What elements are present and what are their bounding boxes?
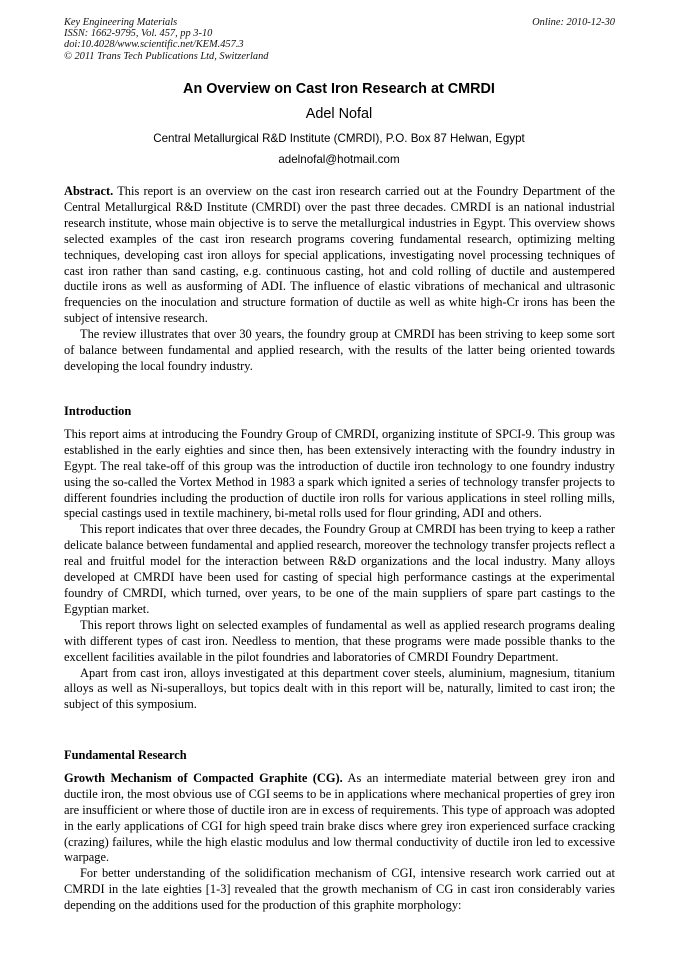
introduction-section — [64, 404, 615, 713]
introduction-paragraph-4: Apart from cast iron, alloys investigated at this department cover steels, aluminium, magnesium, titanium alloys as well as Ni-superalloys, but topics dealt with in this report will be, naturally, limited to cast iron; the subject of this symposium. — [64, 665, 615, 712]
author-name: Adel Nofal — [305, 106, 373, 122]
introduction-paragraph-2: This report indicates that over three decades, the Foundry Group at CMRDI has been trying to keep a rather delicate balance between fundamental and applied research, moreover the technology transfer projects reflect a real and fruitful model for the interaction between R&D organizations and the local industry. Many alloys developed at CMRDI have been used for casting of special high performance castings at the experimental foundry of CMRDI, which turned, over years, to be one of the main suppliers of spare part castings to the Egyptian market. — [64, 522, 615, 616]
doi: doi:10.4028/www.scientific.net/KEM.457.3 — [64, 39, 244, 51]
journal-name: Key Engineering Materials — [64, 17, 178, 28]
abstract-paragraph-2: The review illustrates that over 30 years, the foundry group at CMRDI has been striving to keep some sort of balance between fundamental and applied research, with the results of the latter being oriented towards developing the local foundry industry. — [64, 327, 615, 373]
author-email: adelnofal@hotmail.com — [278, 153, 400, 166]
affiliation: Central Metallurgical R&D Institute (CMRDI), P.O. Box 87 Helwan, Egypt — [153, 132, 525, 145]
abstract-section — [64, 184, 615, 375]
abstract-label: Abstract. — [64, 184, 114, 198]
section-heading-fundamental: Fundamental Research — [64, 748, 187, 762]
fundamental-paragraph-1 — [64, 771, 615, 866]
issn-volume: ISSN: 1662-9795, Vol. 457, pp 3-10 — [64, 28, 213, 40]
fundamental-research-section — [64, 748, 615, 914]
fundamental-text-1: As an intermediate material between grey iron and ductile iron, the most obvious use of CGI seems to be in applications where mechanical properties of grey iron are insufficient or where those of ductile iron are in excess of requirements. This type of approach was adopted in the early applications of CGI for high speed train brake discs where grey iron experienced surface cracking (crazing) failures, while the high elastic modulus and low thermal conductivity of ductile iron led to excessive warpage. — [64, 770, 615, 865]
introduction-paragraph-1: This report aims at introducing the Foundry Group of CMRDI, organizing institute of SPCI-9. This group was established in the early eighties and since then, has been extensively interacting with the foundry industry in Egypt. The real take-off of this group was the introduction of ductile iron technology to one foundry industry using the so-called the Vortex Method in 1983 a spark which ignited a series of technology transfer projects to different foundries including the production of ductile iron rolls for various applications in steel rolling mills, special castings used in textile machinery, bi-metal rolls used for flour grinding, ADI and others. — [64, 426, 615, 521]
subsection-heading-cg: Growth Mechanism of Compacted Graphite (CG). — [64, 770, 343, 785]
abstract-text: This report is an overview on the cast iron research carried out at the Foundry Department of the Central Metallurgical R&D Institute (CMRDI) over the past three decades. CMRDI is an national industrial research institute, whose main objective is to serve the metallurgical industries in Egypt. This overview shows selected examples of the cast iron research programs covering fundamental research, optimizing melting techniques, developing cast iron alloys for special applications, investigating novel processing techniques of cast iron rather than sand casting, e.g. continuous casting, hot and cold rolling of ductile and austempered ductile irons as well as ausforming of ADI. The influence of elastic vibrations of mechanical and ultrasonic frequencies on the inoculation and structure formation of ductile as well as white high-Cr irons has been the subject of intensive research. — [64, 184, 615, 326]
abstract-paragraph — [64, 184, 615, 327]
copyright: © 2011 Trans Tech Publications Ltd, Switzerland — [64, 50, 269, 62]
introduction-paragraph-3: This report throws light on selected examples of fundamental as well as applied research programs dealing with different types of cast iron. Needless to mention, that these programs were made possible thanks to the excellent facilities available in the pilot foundries and laboratories of CMRDI Foundry Department. — [64, 617, 615, 664]
section-heading-introduction: Introduction — [64, 404, 132, 418]
paper-title: An Overview on Cast Iron Research at CMRDI — [183, 81, 495, 97]
journal-header — [64, 17, 615, 62]
online-date: Online: 2010-12-30 — [532, 17, 615, 28]
fundamental-paragraph-2: For better understanding of the solidification mechanism of CGI, intensive research work carried out at CMRDI in the late eighties [1-3] revealed that the growth mechanism of CG in cast iron considerably varies depending on the additions used for the production of this graphite morphology: — [64, 866, 615, 913]
